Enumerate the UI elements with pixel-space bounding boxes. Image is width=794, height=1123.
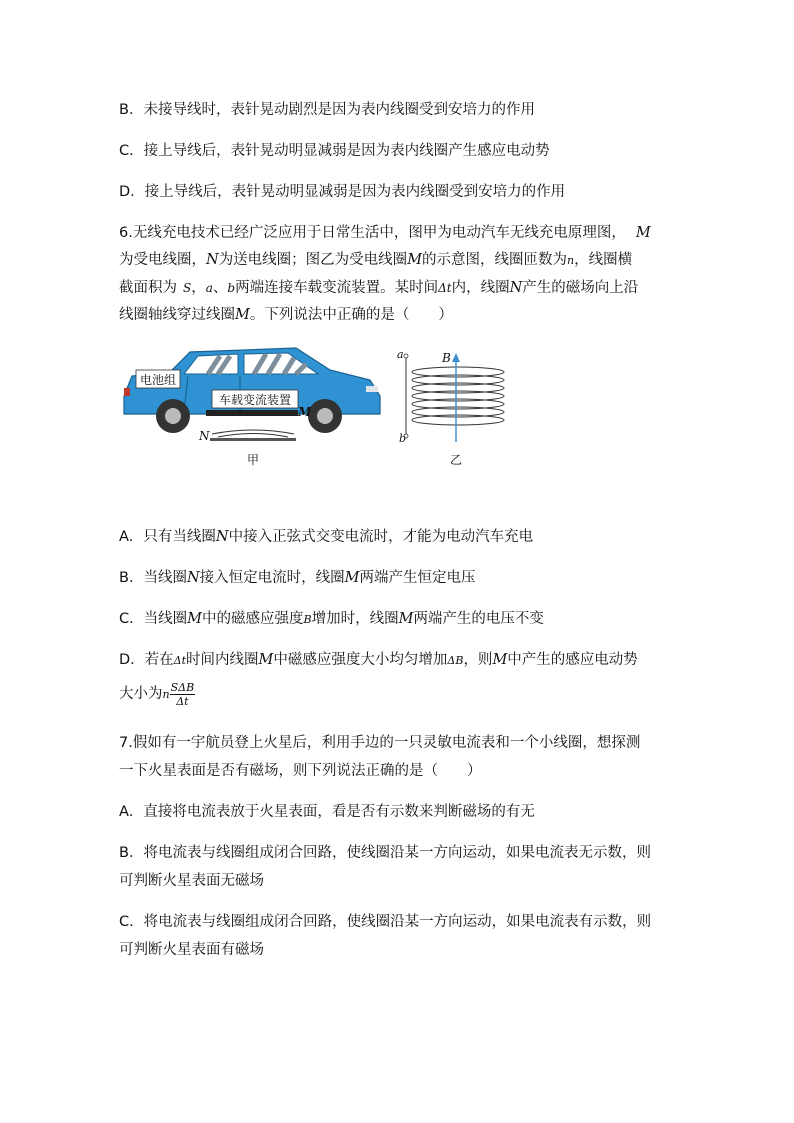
emf-fraction: $\frac{\text{SΔB}}{\Delta t}$ <box>170 680 195 708</box>
field-b-label: B <box>442 351 451 365</box>
terminal-a-label: a <box>397 348 404 361</box>
q5-option-d: D．接上导线后，表针晃动明显减弱是因为表内线圈受到安培力的作用 <box>119 184 566 200</box>
terminal-b-label: b <box>399 432 407 445</box>
symbol-S: S <box>183 281 192 295</box>
wireless-charging-diagram <box>118 344 518 474</box>
symbol-a: a <box>205 281 213 295</box>
symbol-M: M <box>635 225 651 241</box>
q7-option-c-line2: 可判断火星表面有磁场 <box>119 942 264 958</box>
q7-option-b-line1: B．将电流表与线圈组成闭合回路，使线圈沿某一方向运动，如果电流表无示数，则 <box>119 845 651 861</box>
coil-m-label: M <box>298 405 312 419</box>
q6-option-d-line2: 大小为n $\frac{\text{SΔB}}{\Delta t}$ <box>119 680 195 708</box>
battery-label: 电池组 <box>139 373 177 387</box>
q6-figure <box>118 344 518 474</box>
symbol-b: b <box>227 281 236 295</box>
q5-option-c: C．接上导线后，表针晃动明显减弱是因为表内线圈产生感应电动势 <box>119 143 550 159</box>
q6-stem-line2: 为受电线圈，N为送电线圈；图乙为受电线圈M的示意图，线圈匝数为n，线圈横 <box>119 252 633 268</box>
q5-option-b: B．未接导线时，表针晃动剧烈是因为表内线圈受到安培力的作用 <box>119 102 535 118</box>
q7-option-b-line2: 可判断火星表面无磁场 <box>119 873 264 889</box>
q7-stem-line2: 一下火星表面是否有磁场，则下列说法正确的是（ ） <box>119 763 482 779</box>
q6-option-d-line1: D．若在Δt时间内线圈M中磁感应强度大小均匀增加ΔB，则M中产生的感应电动势 <box>119 652 638 668</box>
symbol-M: M <box>407 252 423 268</box>
converter-label: 车载变流装置 <box>218 393 292 407</box>
symbol-n: n <box>567 254 575 267</box>
symbol-N: N <box>509 280 523 296</box>
q7-option-a: A．直接将电流表放于火星表面，看是否有示数来判断磁场的有无 <box>119 804 535 820</box>
sending-coil-n <box>210 430 296 441</box>
symbol-N: N <box>206 252 219 268</box>
q6-option-a: A．只有当线圈N中接入正弦式交变电流时，才能为电动汽车充电 <box>119 529 534 545</box>
coil-diagram <box>404 353 504 442</box>
symbol-M: M <box>235 307 250 323</box>
q6-stem-line4: 线圈轴线穿过线圈M。下列说法中正确的是（ ） <box>119 307 453 323</box>
q6-stem-line3: 截面积为 S，a、b两端连接车载变流装置。某时间Δt内，线圈N产生的磁场向上沿 <box>119 280 639 296</box>
caption-jia: 甲 <box>246 453 260 467</box>
q6-stem-line1: 6.无线充电技术已经广泛应用于日常生活中，图甲为电动汽车无线充电原理图， M <box>119 225 651 241</box>
q6-option-c: C．当线圈M中的磁感应强度B增加时，线圈M两端产生的电压不变 <box>119 611 544 627</box>
q7-stem-line1: 7.假如有一宇航员登上火星后，利用手边的一只灵敏电流表和一个小线圈，想探测 <box>119 735 641 751</box>
q7-option-c-line1: C．将电流表与线圈组成闭合回路，使线圈沿某一方向运动，如果电流表有示数，则 <box>119 914 652 930</box>
caption-yi: 乙 <box>449 453 463 467</box>
symbol-delta-t: Δt <box>438 281 452 295</box>
q6-option-b: B．当线圈N接入恒定电流时，线圈M两端产生恒定电压 <box>119 570 476 586</box>
coil-n-label: N <box>199 429 210 443</box>
